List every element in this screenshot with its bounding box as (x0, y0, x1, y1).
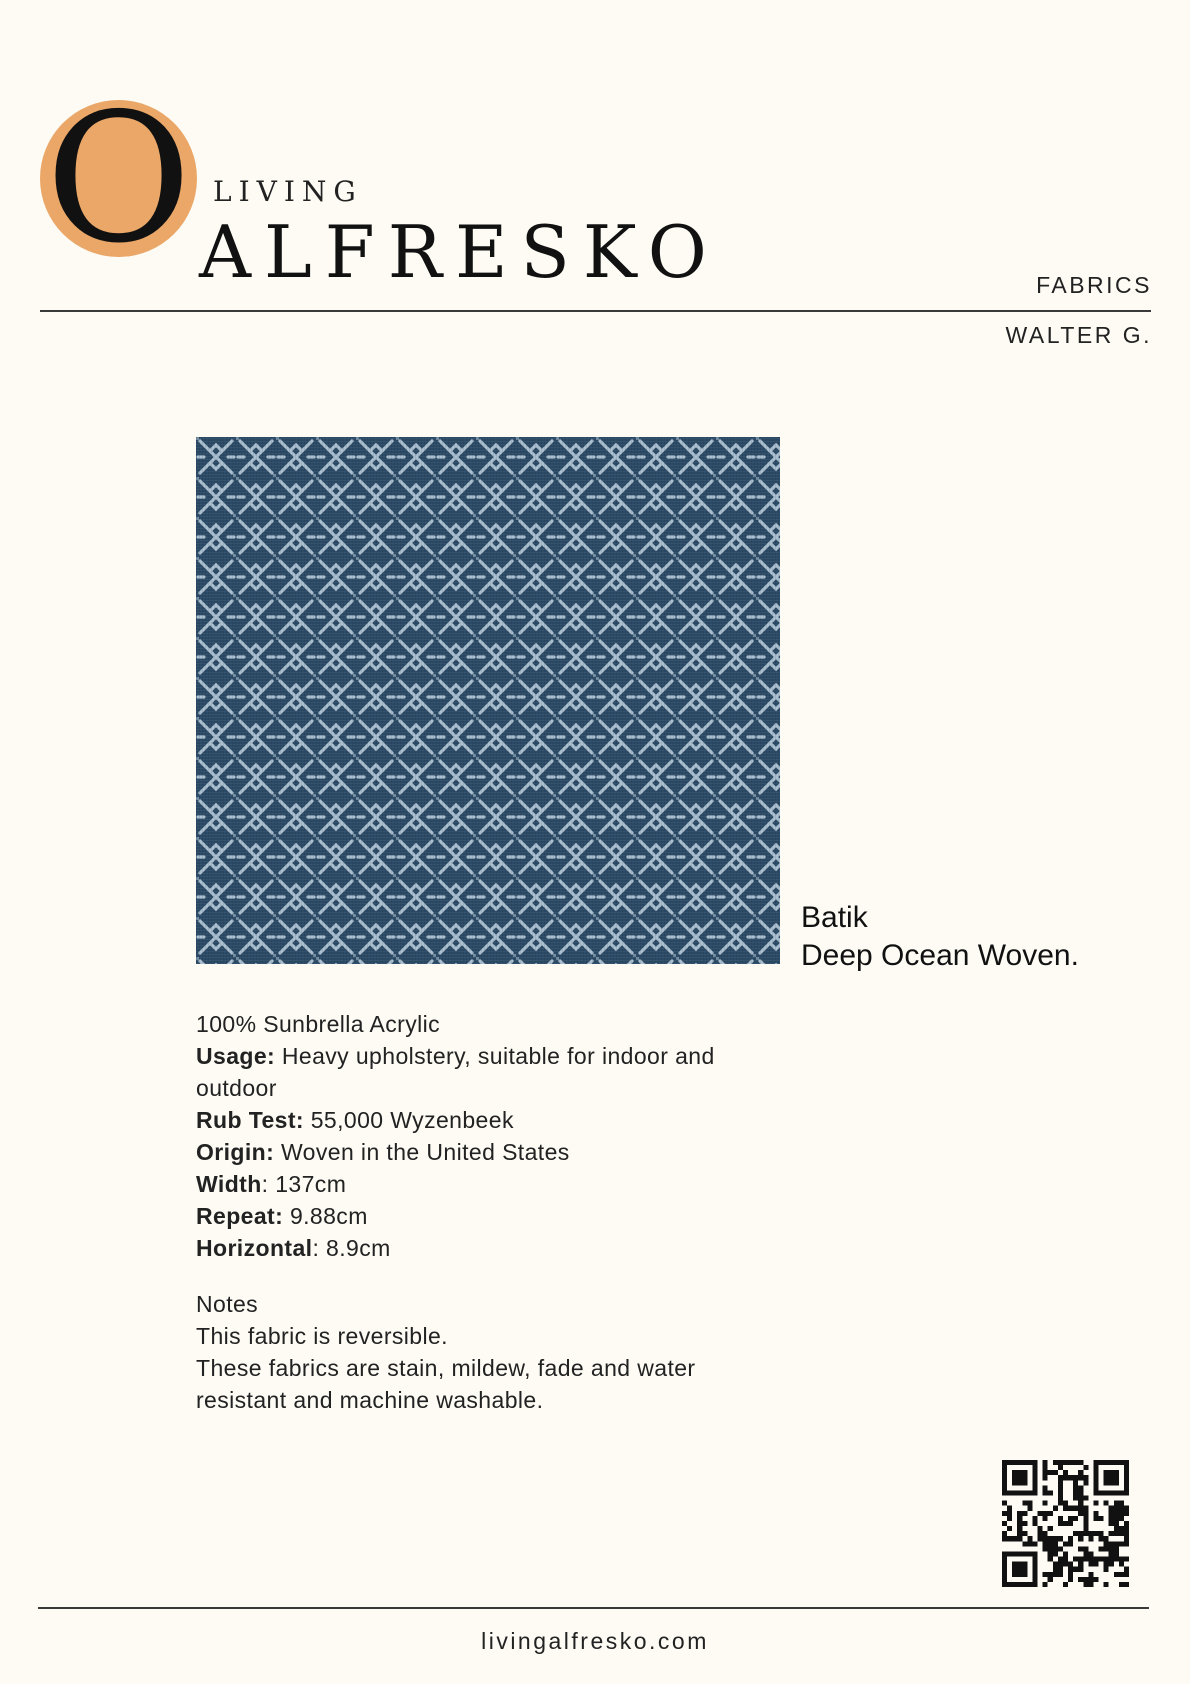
brand-label: WALTER G. (1005, 322, 1152, 348)
spec-origin-value: Woven in the United States (274, 1139, 570, 1165)
spec-repeat (196, 1200, 786, 1232)
spec-rub-value: 55,000 Wyzenbeek (303, 1107, 514, 1133)
category-label: FABRICS (1036, 272, 1152, 298)
spec-width-label: Width (196, 1171, 262, 1197)
spec-usage-label: Usage: (196, 1043, 276, 1069)
spec-rub-test (196, 1104, 786, 1136)
spec-horizontal (196, 1232, 786, 1264)
product-title (801, 899, 1079, 975)
spec-rub-label: Rub Test: (196, 1107, 304, 1133)
spec-list (196, 1008, 786, 1264)
footer-website-link[interactable]: livingalfresko.com (481, 1628, 709, 1654)
qr-code-icon[interactable] (1002, 1460, 1129, 1587)
logo-living: LIVING (213, 175, 363, 208)
spec-usage (196, 1040, 786, 1104)
notes-section (196, 1288, 786, 1416)
spec-horizontal-value: : 8.9cm (312, 1235, 391, 1261)
header-divider (40, 310, 1151, 312)
spec-composition: 100% Sunbrella Acrylic (196, 1011, 441, 1037)
spec-width-value: : 137cm (261, 1171, 347, 1197)
notes-line-2: These fabrics are stain, mildew, fade and water resistant and machine washable. (196, 1355, 696, 1413)
product-collection: Batik (801, 901, 868, 934)
fabric-swatch-image (196, 437, 780, 964)
spec-usage-value: Heavy upholstery, suitable for indoor and outdoor (196, 1043, 715, 1101)
spec-repeat-value: 9.88cm (283, 1203, 368, 1229)
spec-origin (196, 1136, 786, 1168)
notes-heading: Notes (196, 1291, 259, 1317)
product-name: Deep Ocean Woven. (801, 939, 1079, 972)
spec-repeat-label: Repeat: (196, 1203, 284, 1229)
spec-origin-label: Origin: (196, 1139, 275, 1165)
footer-divider (38, 1607, 1149, 1609)
logo-initial: O (45, 75, 192, 282)
spec-horizontal-label: Horizontal (196, 1235, 313, 1261)
spec-width (196, 1168, 786, 1200)
notes-line-1: This fabric is reversible. (196, 1323, 448, 1349)
logo-alfresko: ALFRESKO (199, 210, 720, 294)
